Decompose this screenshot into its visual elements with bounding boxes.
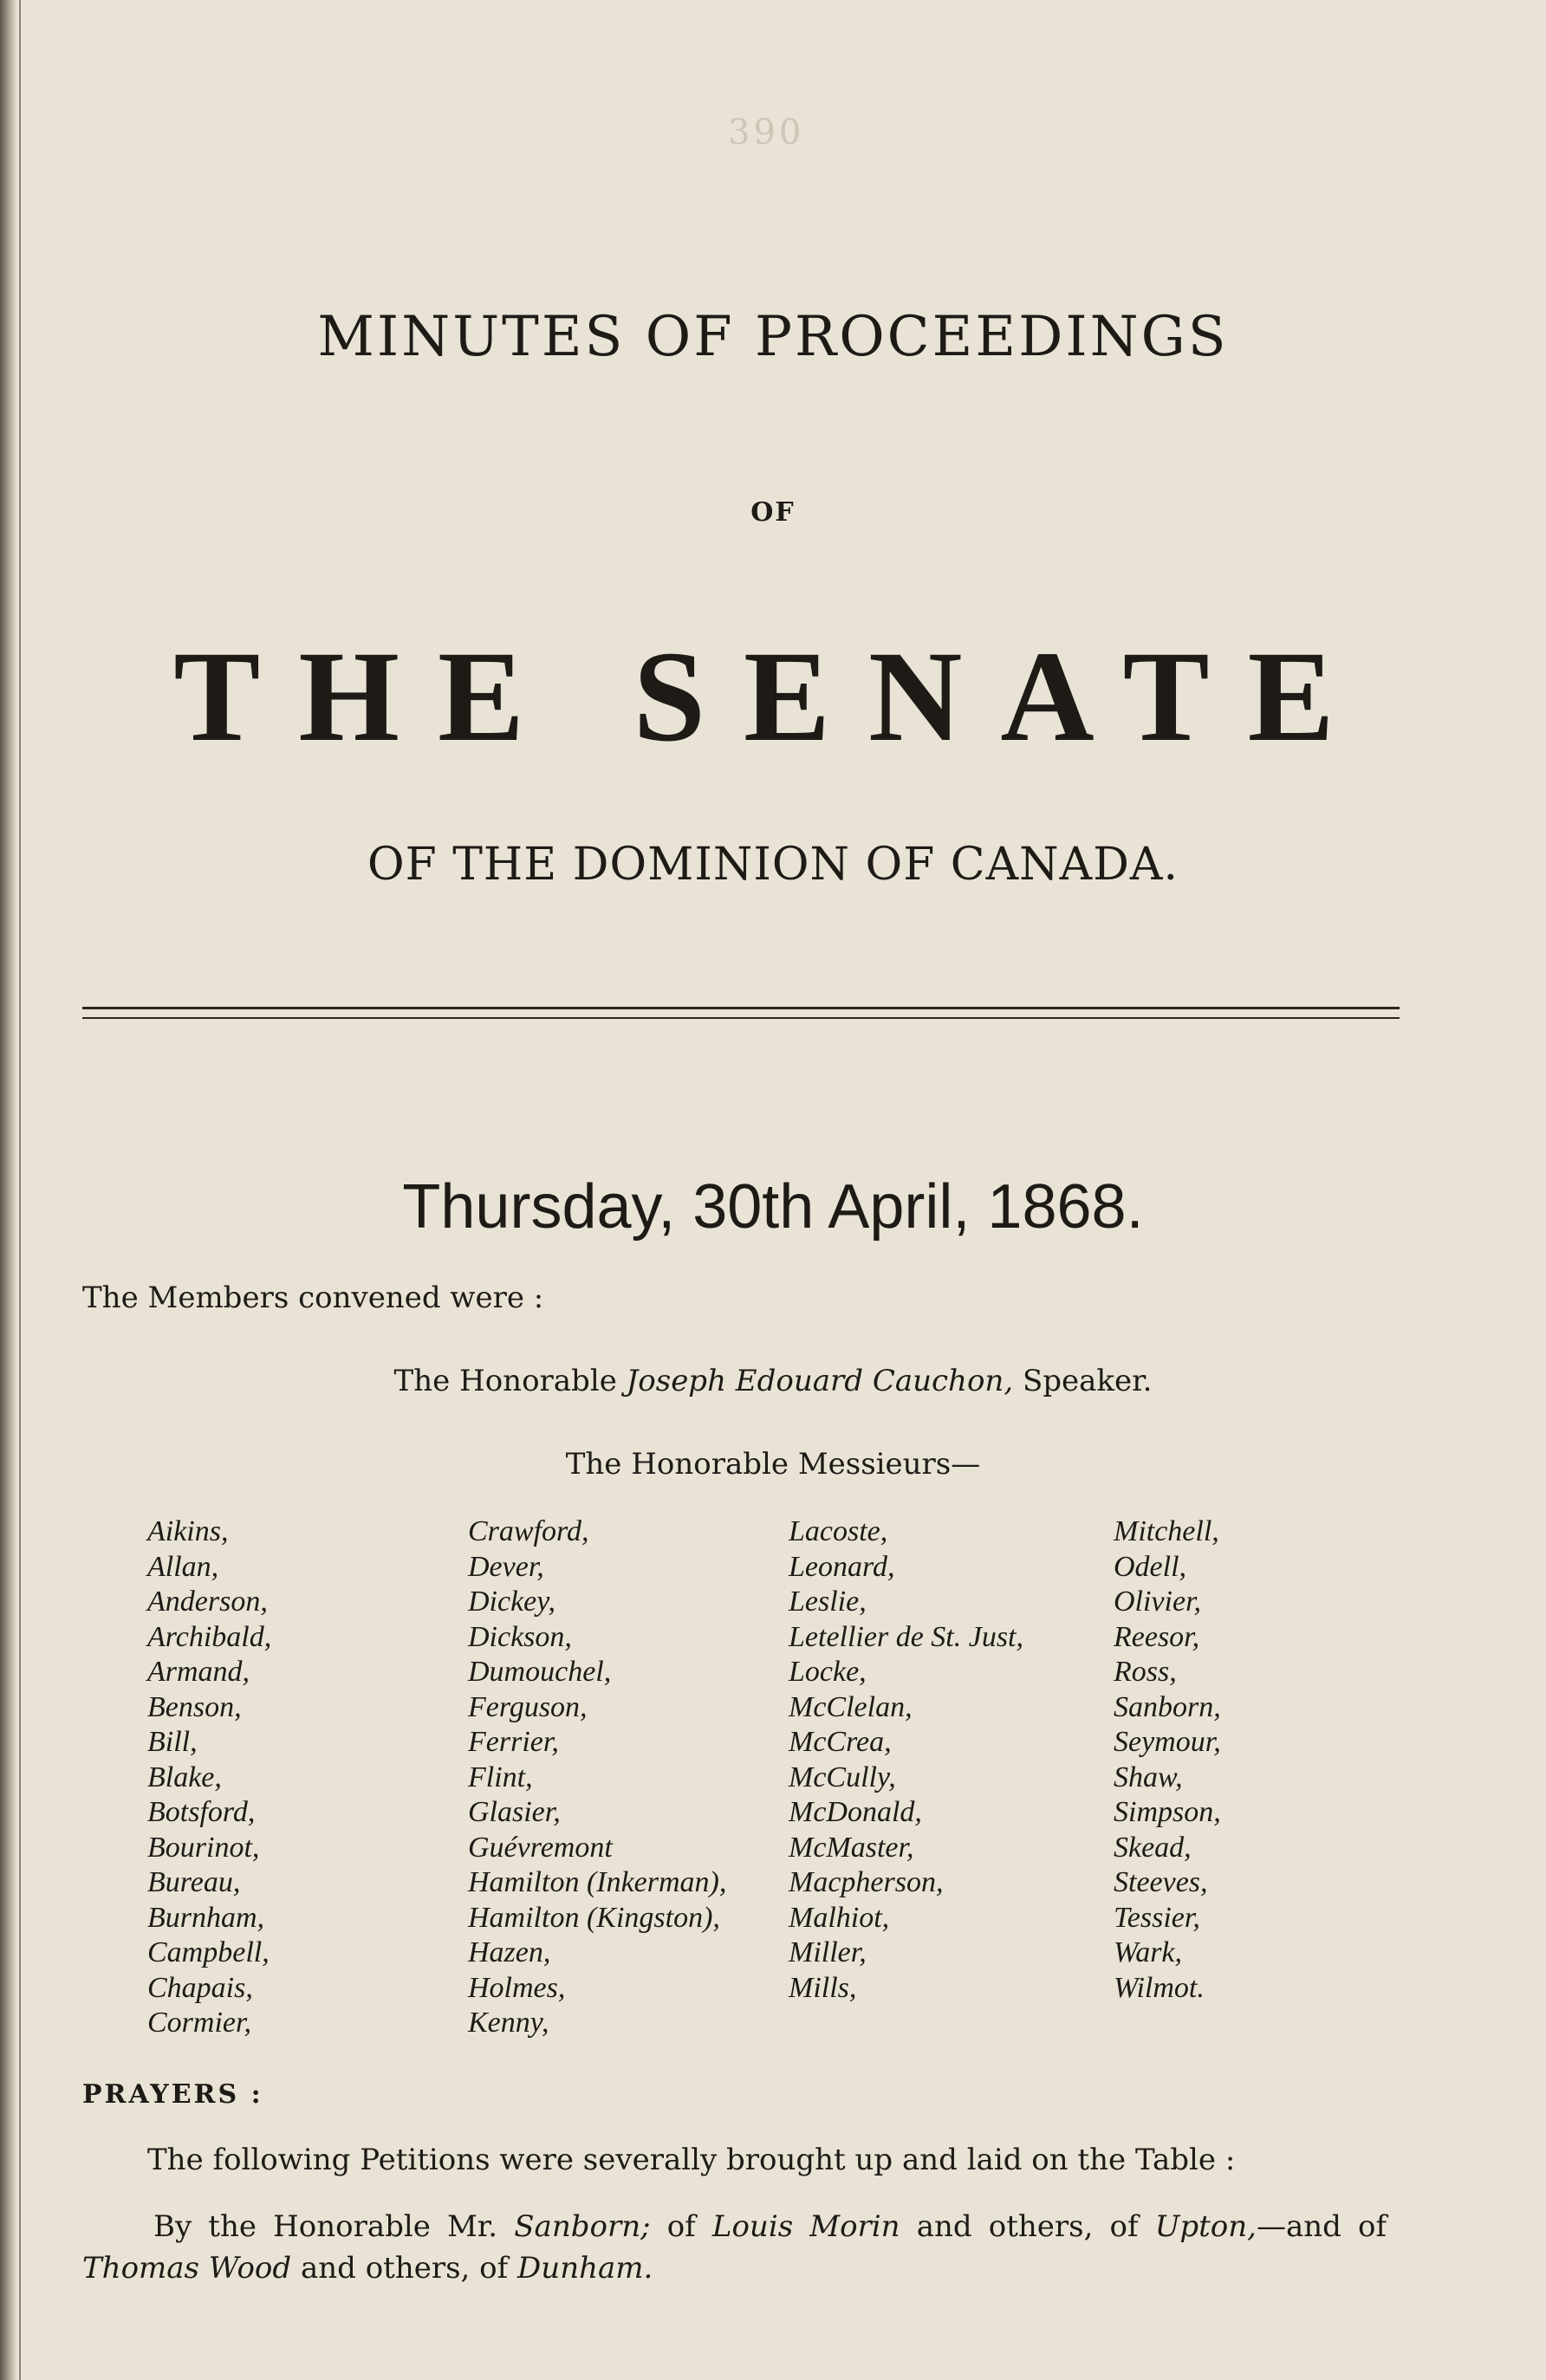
speaker-name: Joseph Edouard Cauchon, — [626, 1364, 1014, 1398]
member-name: Skead, — [1114, 1831, 1192, 1864]
member-name: Botsford, — [147, 1796, 256, 1828]
member-name: Ross, — [1114, 1656, 1177, 1688]
member-name: Hamilton (Kingston), — [468, 1901, 720, 1934]
member-name: Blake, — [147, 1761, 222, 1793]
member-name: Dever, — [468, 1550, 544, 1583]
petition-end: and others, of — [300, 2251, 509, 2286]
member-name: Olivier, — [1114, 1586, 1202, 1618]
double-rule-bottom — [82, 1017, 1400, 1019]
member-name: Dumouchel, — [468, 1656, 612, 1688]
double-rule-top — [82, 1007, 1400, 1009]
member-name: Dickson, — [468, 1620, 572, 1653]
title-of: OF — [750, 497, 796, 528]
member-name: Leslie, — [789, 1586, 867, 1618]
petition-place-1: Upton, — [1154, 2209, 1257, 2244]
speaker-suffix: Speaker. — [1022, 1364, 1153, 1398]
member-name: Malhiot, — [789, 1901, 890, 1934]
member-name: Cormier, — [147, 2007, 251, 2039]
document-title: MINUTES OF PROCEEDINGS — [317, 305, 1229, 369]
page-number: 390 — [728, 113, 805, 152]
members-list — [147, 1514, 1374, 2041]
members-column-3 — [789, 1514, 1114, 2041]
dominion-subtitle: OF THE DOMINION OF CANADA. — [367, 839, 1179, 891]
member-name: Burnham, — [147, 1901, 265, 1934]
member-name: Wark, — [1114, 1936, 1183, 1968]
member-name: Ferrier, — [468, 1726, 559, 1758]
member-name: Ferguson, — [468, 1690, 588, 1723]
member-name: McClelan, — [789, 1690, 913, 1723]
member-name: Steeves, — [1114, 1866, 1208, 1898]
member-name: Locke, — [789, 1656, 867, 1688]
member-name: Flint, — [468, 1761, 533, 1793]
petition-and: —and of — [1256, 2209, 1387, 2244]
member-name: Glasier, — [468, 1796, 561, 1828]
member-name: McMaster, — [789, 1831, 914, 1864]
member-name: Aikins, — [147, 1515, 229, 1547]
member-name: McDonald, — [789, 1796, 922, 1828]
member-name: Tessier, — [1114, 1901, 1200, 1934]
member-name: Hazen, — [468, 1936, 551, 1968]
member-name: Armand, — [147, 1656, 250, 1688]
member-name: Allan, — [147, 1550, 219, 1583]
members-column-2 — [468, 1514, 789, 2041]
prayers-heading: PRAYERS : — [82, 2079, 263, 2110]
petition-mid: and others, of — [916, 2209, 1139, 2244]
member-name: Shaw, — [1114, 1761, 1183, 1793]
member-name: Archibald, — [147, 1620, 272, 1653]
member-name: Chapais, — [147, 1971, 253, 2004]
member-name: Mills, — [789, 1971, 857, 2004]
member-name: Wilmot. — [1114, 1971, 1205, 2004]
member-name: Reesor, — [1114, 1620, 1200, 1653]
member-name: McCrea, — [789, 1726, 892, 1758]
member-name: Macpherson, — [789, 1866, 944, 1898]
member-name: Simpson, — [1114, 1796, 1221, 1828]
members-column-4 — [1114, 1514, 1374, 2041]
petitioner-1: Louis Morin — [711, 2209, 900, 2244]
messieurs-heading: The Honorable Messieurs— — [565, 1447, 981, 1482]
members-column-1 — [147, 1514, 468, 2041]
member-name: Bill, — [147, 1726, 198, 1758]
member-name: Miller, — [789, 1936, 867, 1968]
member-name: Seymour, — [1114, 1726, 1221, 1758]
petition-place-2: Dunham. — [517, 2251, 653, 2286]
member-name: Bourinot, — [147, 1831, 260, 1864]
session-date: Thursday, 30th April, 1868. — [402, 1172, 1144, 1242]
member-name: Hamilton (Inkerman), — [468, 1866, 727, 1898]
member-name: Benson, — [147, 1690, 242, 1723]
member-name: Dickey, — [468, 1586, 555, 1618]
member-name: Letellier de St. Just, — [789, 1620, 1024, 1653]
member-name: McCully, — [789, 1761, 896, 1793]
petition-paragraph — [82, 2206, 1387, 2289]
members-convened-label: The Members convened were : — [82, 1281, 544, 1315]
member-name: Bureau, — [147, 1866, 241, 1898]
member-name: Guévremont — [468, 1831, 613, 1864]
member-name: Campbell, — [147, 1936, 270, 1968]
member-name: Crawford, — [468, 1515, 589, 1547]
member-name: Leonard, — [789, 1550, 895, 1583]
speaker-line — [0, 1364, 1546, 1398]
member-name: Sanborn, — [1114, 1690, 1221, 1723]
petitions-intro: The following Petitions were severally brought up and laid on the Table : — [147, 2143, 1236, 2177]
petitioner-2: Thomas Wood — [82, 2251, 292, 2286]
member-name: Lacoste, — [789, 1515, 888, 1547]
member-name: Anderson, — [147, 1586, 268, 1618]
petition-sponsor: Sanborn; — [514, 2209, 651, 2244]
petition-of: of — [666, 2209, 696, 2244]
member-name: Kenny, — [468, 2007, 549, 2039]
member-name: Mitchell, — [1114, 1515, 1219, 1547]
petition-by: By the Honorable Mr. — [153, 2209, 498, 2244]
member-name: Odell, — [1114, 1550, 1187, 1583]
speaker-prefix: The Honorable — [393, 1364, 617, 1398]
member-name: Holmes, — [468, 1971, 566, 2004]
senate-heading: THE SENATE — [173, 625, 1373, 768]
